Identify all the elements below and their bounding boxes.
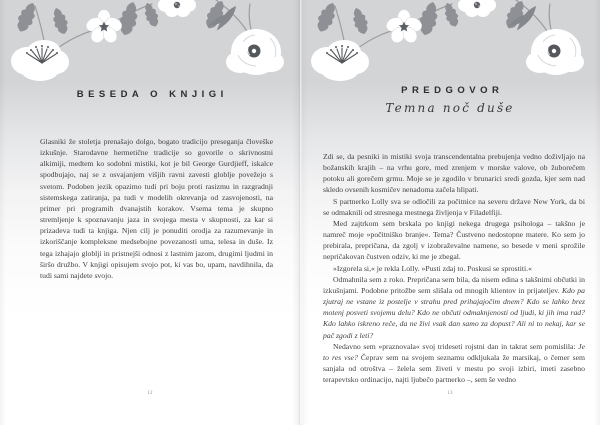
paragraph (323, 274, 585, 341)
paragraph (40, 136, 273, 281)
paragraph (323, 218, 585, 263)
left-page-number: 12 (147, 391, 153, 396)
body-text: Zdi se, da pesniki in mistiki svoja transcendentalna prebujenja vedno doživljajo na božanskih krajih – na vrhu gore, med zrenjem v morske valove, ob žuborečem potoku ali gorečem grmu. Moje se je zgodilo v brunarici sredi gozda, kjer sem nad skledo ovsenih kosmičev nenadoma začela hlipati. (323, 152, 585, 195)
paragraph (323, 341, 585, 386)
body-text: Glasniki že stoletja prenašajo dolgo, bogato tradicijo preseganja človeške izkušnje. Starodavne hermetične tradicije so govorile o skrivnostni alkimiji, medtem ko sodobni mistiki, kot je bil George Gurdjieff, iskalce spodbujajo, naj se z osvajanjem višjih ravni zavesti globlje povežejo s svetom. Podoben jezik opazimo tudi pri boju proti rasizmu in razgradnji sistemskega zatiranja, pa tudi v modelih okrevanja od zasvojenosti, na primer pri programih dvanajstih korakov. Vsema tema je skupno stremljenje k spoznavanju jaza in svojega mesta v skupnosti, za kar si prizadeva tudi ta knjiga. Njen cilj je ponuditi orodja za razumevanje in izkoriščanje kompleksne medsebojne povezanosti uma, telesa in duše. Iz tega izhajajo globlji in pristnejši odnosi z lastnim jazom, drugimi ljudmi in širšo družbo. V knjigi opisujem svojo pot, ki vas bo, upam, navdihnila, da tudi sami najdete svojo. (40, 137, 273, 280)
paragraph (323, 263, 585, 274)
left-page-heading: BESEDA O KNJIGI (76, 89, 228, 100)
left-page-body (40, 136, 273, 281)
paragraph (323, 151, 585, 196)
right-page-number: 13 (447, 391, 453, 396)
italic-text: Je to res vse? (323, 341, 585, 362)
body-text: Nedavno sem »praznovala« svoj trideseti rojstni dan in takrat sem pomislila: (333, 341, 579, 351)
italic-text: Kdo pa zjutraj ne vstane iz postelje v strahu pred prihajajočim dnem? Kdo se lahko brez motenj posveti svojemu delu? Kdo ne občuti odmaknjenosti od ljudi, ki jih ima rad? Kdo lahko iskreno reče, da ne živi vsak dan samo za dopust? Ali ni to nekaj, kar se pač zgodi z leti? (323, 285, 585, 340)
body-text: Čeprav sem na svojem seznamu odkljukala že marsikaj, o čemer sem sanjala od otroštva – želela sem živeti v mestu po svoji izbiri, imeti zasebno terapevtsko ordinacijo, najti ljubečo partnerko –, sem še vedno (323, 352, 585, 385)
chapter-subtitle: Temna noč duše (385, 101, 515, 115)
body-text: Med zajtrkom sem brskala po knjigi nekega drugega psihologa – takšno je namreč moje »počitniško branje«. Tema? Čustveno nedostopne matere. Ko sem jo prebirala, prepričana, da zgolj v izobraževalne namene, so besede v meni sprožile nepričakovan čustven odziv, ki me je zbegal. (323, 218, 585, 262)
floral-decoration (0, 0, 300, 85)
right-page-heading: PREDGOVOR (401, 85, 504, 96)
body-text: Odmahnila sem z roko. Prepričana sem bila, da nisem edina s takšnimi občutki in izkušnjami. Podobne pritožbe sem slišala od mnogih klientov in prijateljev. (323, 274, 585, 295)
body-text: S partnerko Lolly sva se odločili za počitnice na severu države New York, da bi se odmaknili od stresnega mestnega življenja v Filadelfiji. (323, 196, 585, 217)
floral-decoration (300, 0, 600, 85)
body-text: »Izgorela si,« je rekla Lolly. »Pusti zdaj to. Poskusi se sprostiti.« (333, 263, 532, 273)
page-right (300, 0, 600, 425)
paragraph (323, 196, 585, 218)
right-page-body (323, 151, 585, 385)
